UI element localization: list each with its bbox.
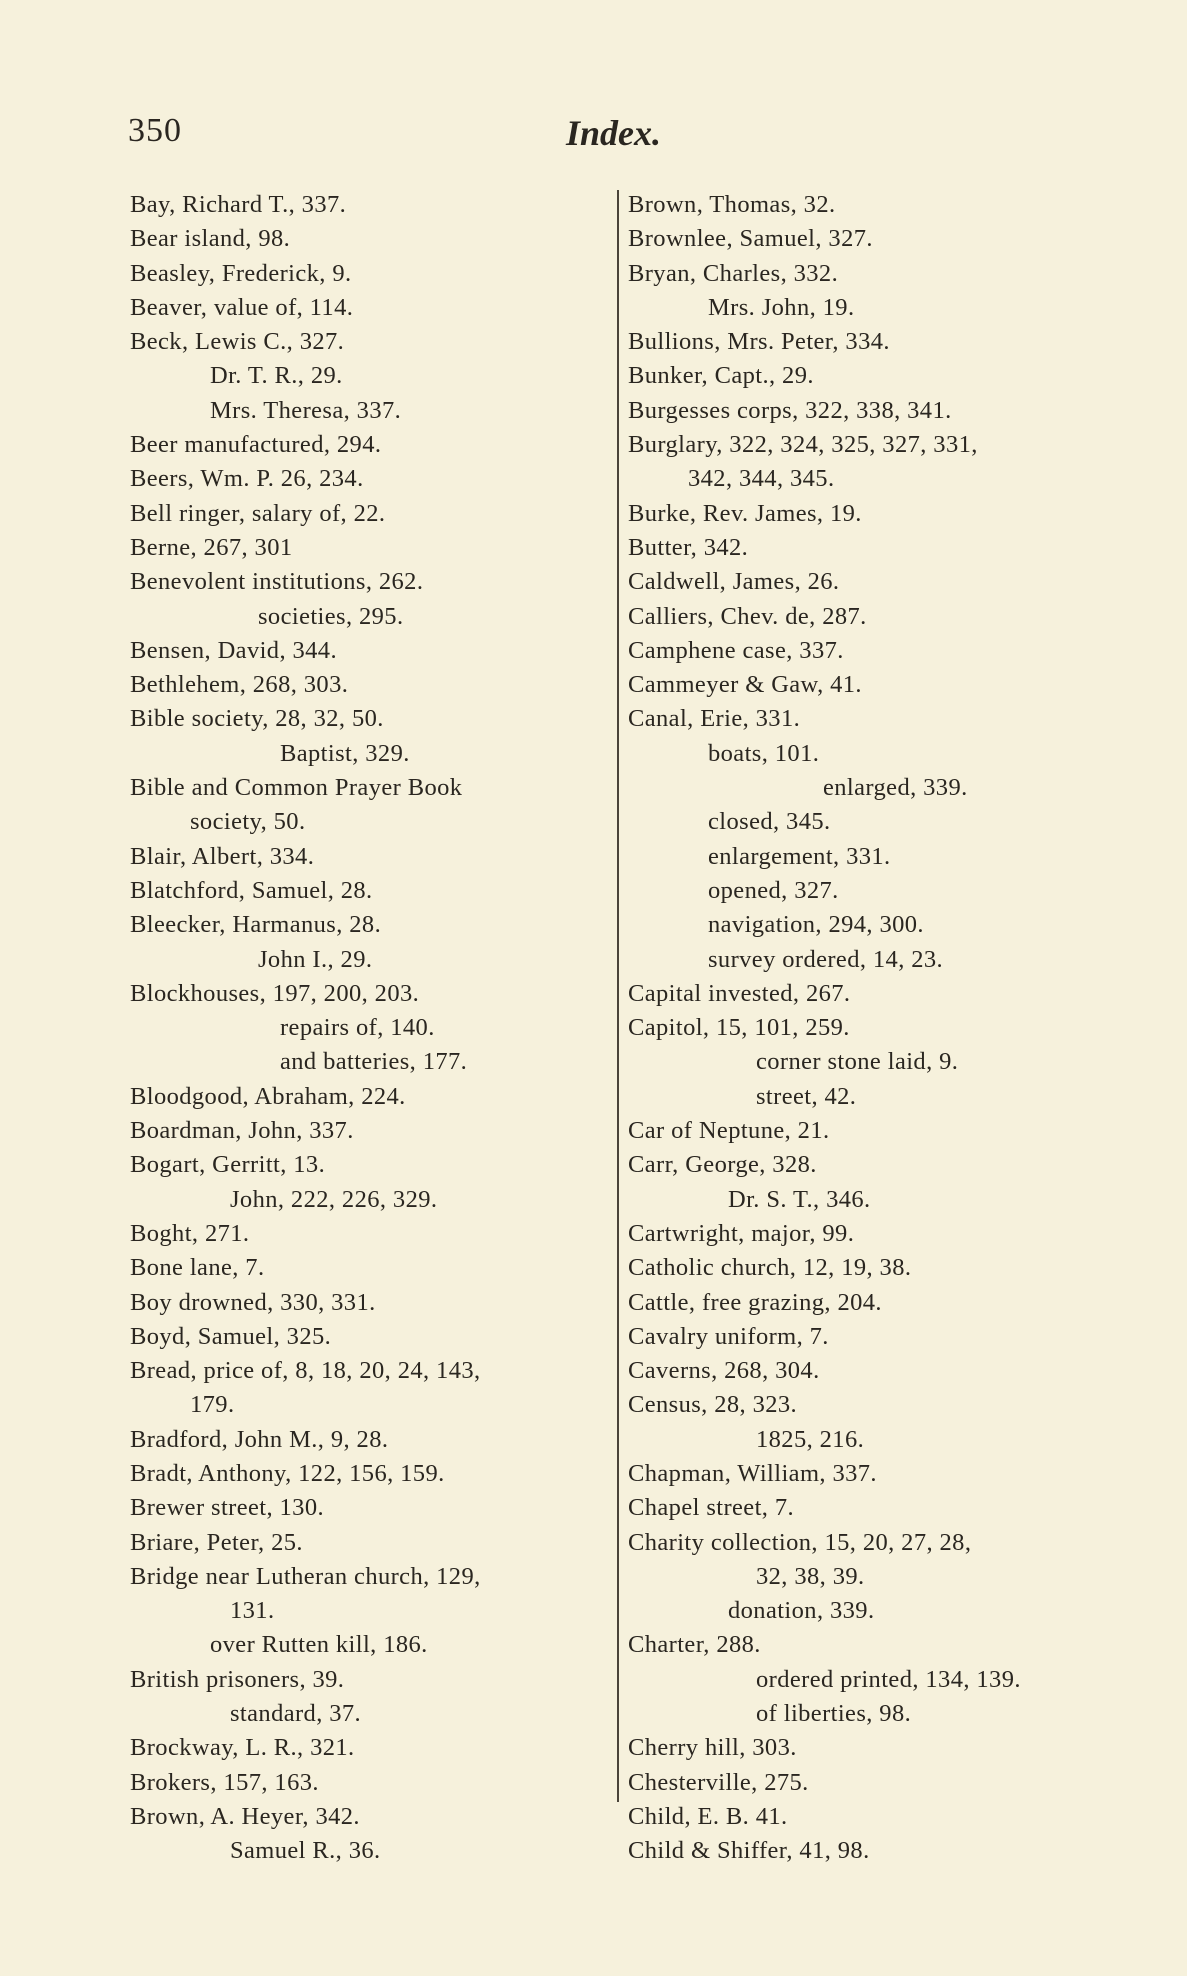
index-entry: Chapman, William, 337. [628, 1459, 877, 1487]
index-entry: Boght, 271. [130, 1219, 250, 1247]
index-entry: Caverns, 268, 304. [628, 1357, 820, 1385]
index-entry: Dr. S. T., 346. [728, 1185, 871, 1213]
index-entry: 131. [230, 1597, 275, 1625]
index-entry: Benevolent institutions, 262. [130, 568, 424, 596]
index-entry: Bunker, Capt., 29. [628, 362, 814, 390]
index-entry: Bethlehem, 268, 303. [130, 671, 349, 699]
index-entry: Bread, price of, 8, 18, 20, 24, 143, [130, 1357, 481, 1385]
index-entry: Cartwright, major, 99. [628, 1219, 855, 1247]
index-entry: Census, 28, 323. [628, 1391, 798, 1419]
index-entry: Burke, Rev. James, 19. [628, 499, 862, 527]
index-entry: Bear island, 98. [130, 225, 291, 253]
page-number: 350 [128, 112, 182, 149]
index-entry: Bensen, David, 344. [130, 636, 337, 664]
index-entry: Child & Shiffer, 41, 98. [628, 1837, 870, 1865]
index-entry: Burglary, 322, 324, 325, 327, 331, [628, 431, 978, 459]
index-column-right [628, 188, 1118, 1869]
index-entry: Bleecker, Harmanus, 28. [130, 911, 382, 939]
index-entry: Bryan, Charles, 332. [628, 259, 839, 287]
index-entry: Dr. T. R., 29. [210, 362, 343, 390]
index-entry: Beck, Lewis C., 327. [130, 328, 345, 356]
index-entry: Samuel R., 36. [230, 1837, 381, 1865]
index-entry: Catholic church, 12, 19, 38. [628, 1254, 912, 1282]
index-entry: Charter, 288. [628, 1631, 761, 1659]
index-entry: Chapel street, 7. [628, 1494, 795, 1522]
index-entry: street, 42. [756, 1082, 857, 1110]
index-entry: Bell ringer, salary of, 22. [130, 499, 386, 527]
index-entry: Bogart, Gerritt, 13. [130, 1151, 326, 1179]
index-entry: society, 50. [190, 808, 306, 836]
index-entry: Cavalry uniform, 7. [628, 1322, 829, 1350]
index-entry: boats, 101. [708, 739, 820, 767]
index-entry: Bridge near Lutheran church, 129, [130, 1562, 481, 1590]
index-entry: Camphene case, 337. [628, 636, 844, 664]
index-entry: 1825, 216. [756, 1425, 865, 1453]
index-entry: donation, 339. [728, 1597, 875, 1625]
index-entry: Boardman, John, 337. [130, 1117, 354, 1145]
index-entry: 342, 344, 345. [688, 465, 835, 493]
index-entry: Bone lane, 7. [130, 1254, 265, 1282]
index-entry: Capitol, 15, 101, 259. [628, 1014, 850, 1042]
index-entry: Mrs. Theresa, 337. [210, 396, 402, 424]
index-entry: Beer manufactured, 294. [130, 431, 382, 459]
index-entry: opened, 327. [708, 876, 839, 904]
index-entry: enlarged, 339. [823, 774, 968, 802]
index-entry: Bay, Richard T., 337. [130, 191, 347, 218]
index-entry: Car of Neptune, 21. [628, 1117, 830, 1145]
index-entry: corner stone laid, 9. [756, 1048, 959, 1076]
index-entry: Butter, 342. [628, 533, 749, 561]
index-entry: Carr, George, 328. [628, 1151, 817, 1179]
index-entry: Brownlee, Samuel, 327. [628, 225, 873, 253]
index-entry: Mrs. John, 19. [708, 293, 855, 321]
index-entry: Bible society, 28, 32, 50. [130, 705, 384, 733]
column-divider [617, 190, 619, 1802]
index-entry: Beasley, Frederick, 9. [130, 259, 352, 287]
index-entry: Bradford, John M., 9, 28. [130, 1425, 389, 1453]
index-entry: Caldwell, James, 26. [628, 568, 840, 596]
index-entry: Cammeyer & Gaw, 41. [628, 671, 862, 699]
page-header [0, 112, 1187, 162]
index-entry: Calliers, Chev. de, 287. [628, 602, 867, 630]
index-entry: Bullions, Mrs. Peter, 334. [628, 328, 890, 356]
index-entry: Burgesses corps, 322, 338, 341. [628, 396, 952, 424]
index-entry: Beaver, value of, 114. [130, 293, 354, 321]
index-entry: navigation, 294, 300. [708, 911, 924, 939]
index-entry: Brokers, 157, 163. [130, 1768, 319, 1796]
index-entry: Blockhouses, 197, 200, 203. [130, 979, 420, 1007]
index-entry: Cattle, free grazing, 204. [628, 1288, 882, 1316]
index-entry: Brown, Thomas, 32. [628, 191, 836, 218]
index-entry: of liberties, 98. [756, 1700, 912, 1728]
index-entry: Baptist, 329. [280, 739, 410, 767]
index-entry: John I., 29. [258, 945, 373, 973]
index-entry: Brewer street, 130. [130, 1494, 325, 1522]
index-entry: enlargement, 331. [708, 842, 891, 870]
index-entry: and batteries, 177. [280, 1048, 468, 1076]
index-entry: Capital invested, 267. [628, 979, 851, 1007]
index-entry: Child, E. B. 41. [628, 1802, 788, 1830]
index-entry: ordered printed, 134, 139. [756, 1665, 1021, 1693]
index-entry: repairs of, 140. [280, 1014, 435, 1042]
index-entry: Boy drowned, 330, 331. [130, 1288, 376, 1316]
index-entry: Berne, 267, 301 [130, 533, 293, 561]
index-entry: Bible and Common Prayer Book [130, 774, 463, 802]
index-entry: Brockway, L. R., 321. [130, 1734, 355, 1762]
index-entry: 32, 38, 39. [756, 1562, 865, 1590]
index-entry: Boyd, Samuel, 325. [130, 1322, 332, 1350]
index-entry: Bloodgood, Abraham, 224. [130, 1082, 406, 1110]
index-entry: Blair, Albert, 334. [130, 842, 315, 870]
index-entry: Chesterville, 275. [628, 1768, 809, 1796]
running-title: Index. [566, 113, 662, 153]
index-entry: Cherry hill, 303. [628, 1734, 797, 1762]
index-entry: Bradt, Anthony, 122, 156, 159. [130, 1459, 445, 1487]
index-entry: Beers, Wm. P. 26, 234. [130, 465, 364, 493]
index-entry: Blatchford, Samuel, 28. [130, 876, 373, 904]
index-entry: over Rutten kill, 186. [210, 1631, 428, 1659]
index-entry: Charity collection, 15, 20, 27, 28, [628, 1528, 972, 1556]
index-entry: Brown, A. Heyer, 342. [130, 1802, 360, 1830]
index-entry: Canal, Erie, 331. [628, 705, 801, 733]
index-entry: survey ordered, 14, 23. [708, 945, 944, 973]
index-entry: 179. [190, 1391, 235, 1419]
index-entry: societies, 295. [258, 602, 404, 630]
index-entry: closed, 345. [708, 808, 831, 836]
index-column-left [130, 188, 610, 1869]
index-entry: John, 222, 226, 329. [230, 1185, 438, 1213]
index-entry: standard, 37. [230, 1700, 362, 1728]
index-entry: British prisoners, 39. [130, 1665, 345, 1693]
index-entry: Briare, Peter, 25. [130, 1528, 303, 1556]
